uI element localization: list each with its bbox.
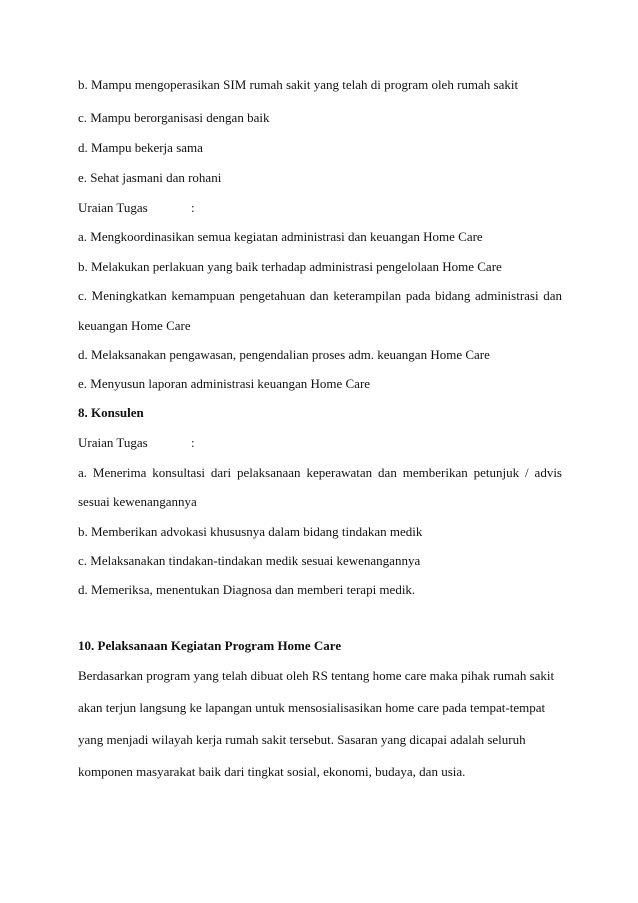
uraian-tugas-label: Uraian Tugas [78, 435, 148, 450]
section-heading-pelaksanaan: 10. Pelaksanaan Kegiatan Program Home Care [78, 638, 342, 653]
task-item: e. Menyusun laporan administrasi keuangan Home Care [78, 376, 371, 391]
uraian-tugas-label: Uraian Tugas [78, 200, 148, 215]
task-item: c. Meningkatkan kemampuan pengetahuan dan keterampilan pada bidang administrasi dan [78, 288, 562, 303]
text-line: b. Mampu mengoperasikan SIM rumah sakit yang telah di program oleh rumah sakit [78, 77, 519, 92]
task-item: a. Menerima konsultasi dari pelaksanaan keperawatan dan memberikan petunjuk / advis [78, 465, 562, 480]
task-item: c. Melaksanakan tindakan-tindakan medik sesuai kewenangannya [78, 553, 421, 568]
uraian-tugas-row [78, 200, 195, 216]
paragraph-line: komponen masyarakat baik dari tingkat sosial, ekonomi, budaya, dan usia. [78, 764, 466, 779]
task-item: b. Memberikan advokasi khususnya dalam bidang tindakan medik [78, 524, 423, 539]
task-item: d. Melaksanakan pengawasan, pengendalian proses adm. keuangan Home Care [78, 347, 490, 362]
text-line: d. Mampu bekerja sama [78, 140, 203, 155]
paragraph-line: yang menjadi wilayah kerja rumah sakit tersebut. Sasaran yang dicapai adalah seluruh [78, 732, 526, 747]
task-item-continuation: sesuai kewenangannya [78, 494, 197, 509]
uraian-tugas-row [78, 435, 195, 451]
uraian-tugas-colon: : [191, 435, 195, 450]
task-item: a. Mengkoordinasikan semua kegiatan administrasi dan keuangan Home Care [78, 229, 483, 244]
text-line: c. Mampu berorganisasi dengan baik [78, 110, 270, 125]
task-item: d. Memeriksa, menentukan Diagnosa dan memberi terapi medik. [78, 582, 416, 597]
text-line: e. Sehat jasmani dan rohani [78, 170, 222, 185]
paragraph-line: akan terjun langsung ke lapangan untuk mensosialisasikan home care pada tempat-tempat [78, 700, 546, 715]
task-item: b. Melakukan perlakuan yang baik terhadap administrasi pengelolaan Home Care [78, 259, 502, 274]
paragraph-line: Berdasarkan program yang telah dibuat oleh RS tentang home care maka pihak rumah sakit [78, 668, 555, 683]
section-heading-konsulen: 8. Konsulen [78, 405, 144, 420]
task-item-continuation: keuangan Home Care [78, 318, 191, 333]
uraian-tugas-colon: : [191, 200, 195, 215]
